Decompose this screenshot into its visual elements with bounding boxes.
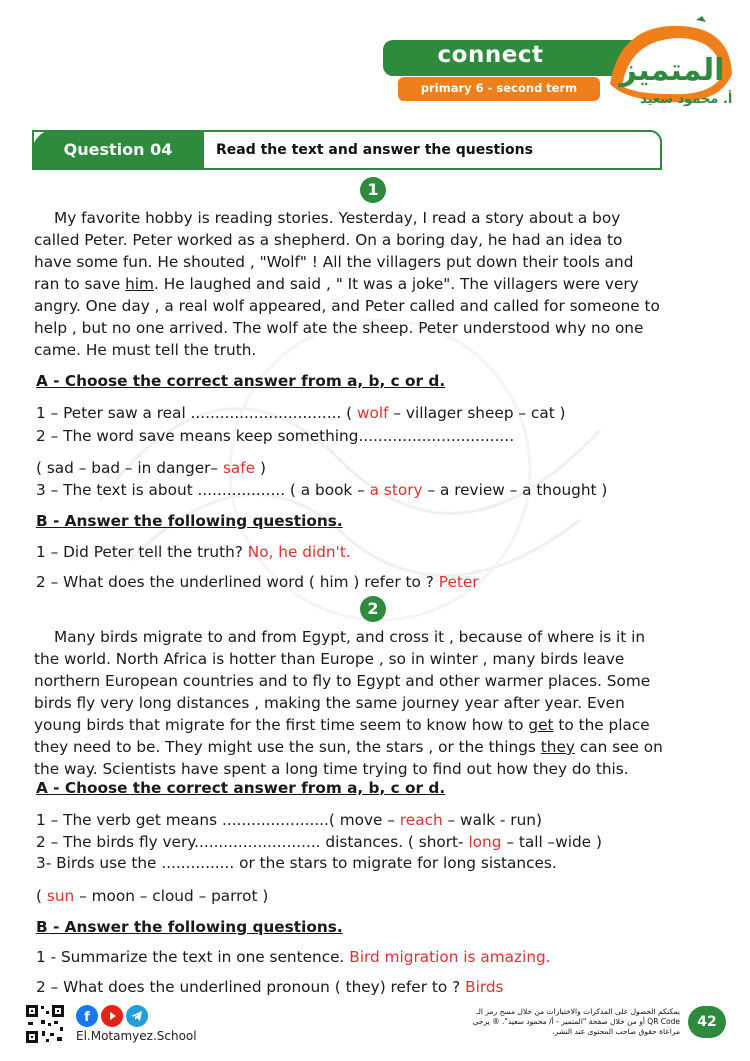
- passage-line: came. He must tell the truth.: [34, 341, 257, 359]
- passage-line: they need to be. They might use the sun, the stars , or the things they can see on: [34, 738, 663, 756]
- teacher-name: أ. محمود سعيد: [640, 92, 733, 107]
- answer: Bird migration is amazing.: [349, 948, 551, 966]
- answer: safe: [222, 459, 256, 477]
- underlined-word: him: [125, 275, 154, 293]
- passage-line: help , but no one arrived. The wolf ate the sheep. Peter understood why no one: [34, 319, 644, 337]
- qr-code-icon[interactable]: [24, 1003, 66, 1045]
- answer: sun: [46, 887, 75, 905]
- svg-text:f: f: [84, 1010, 90, 1025]
- question-b1: 1 - Summarize the text in one sentence. Bird migration is amazing.: [36, 948, 551, 966]
- question-a3-options: ( sun – moon – cloud – parrot ): [36, 887, 269, 905]
- passage-1-badge: 1: [360, 177, 386, 203]
- brand-title: connect: [437, 42, 544, 68]
- passage-line: ran to save him. He laughed and said , " It was a joke". The villagers were very: [34, 275, 639, 293]
- facebook-icon[interactable]: [76, 1005, 98, 1027]
- passage-2-badge: 2: [360, 596, 386, 622]
- passage-line: northern European countries and to fly to Egypt and other warmer places. Some: [34, 672, 651, 690]
- passage-line: angry. One day , a real wolf appeared, and Peter called and called for someone to: [34, 297, 660, 315]
- answer: Peter: [438, 573, 479, 591]
- question-b1: 1 – Did Peter tell the truth? No, he didn't.: [36, 543, 351, 561]
- question-a1: 1 – Peter saw a real ............................... ( wolf – villager sheep – cat ): [36, 404, 566, 422]
- passage-line: birds fly very long distances , making the same journey year after year. Even: [34, 694, 625, 712]
- passage-2-text: [34, 626, 724, 780]
- question-a3: 3 – The text is about .................. ( a book – a story – a review – a thought ): [36, 481, 608, 499]
- passage-1-text: [34, 207, 724, 361]
- passage-line: called Peter. Peter worked as a shepherd. On a boring day, he had an idea to: [34, 231, 623, 249]
- passage-line: Many birds migrate to and from Egypt, and cross it , because of where is it in: [54, 628, 646, 646]
- answer: reach: [399, 811, 443, 829]
- passage-line: the way. Scientists have spent a long time trying to find out how they do this.: [34, 760, 629, 778]
- passage-line: have some fun. He shouted , "Wolf" ! All the villagers put down their tools and: [34, 253, 634, 271]
- answer: a story: [369, 481, 423, 499]
- answer: No, he didn't.: [247, 543, 351, 561]
- question-a3: 3- Birds use the ............... or the stars to migrate for long sistances.: [36, 854, 557, 872]
- question-b2: 2 – What does the underlined pronoun ( they) refer to ? Birds: [36, 978, 504, 996]
- answer: wolf: [357, 404, 389, 422]
- question-a1: 1 – The verb get means ......................( move – reach – walk - run): [36, 811, 542, 829]
- passage-line: My favorite hobby is reading stories. Yesterday, I read a story about a boy: [54, 209, 621, 227]
- question-instruction: Read the text and answer the questions: [216, 142, 533, 158]
- passage-line: the world. North Africa is hotter than Europe , so in winter , many birds leave: [34, 650, 625, 668]
- page-number: 42: [688, 1006, 726, 1038]
- underlined-word: they: [540, 738, 575, 756]
- underlined-word: get: [528, 716, 554, 734]
- section-a-heading: A - Choose the correct answer from a, b, c or d.: [36, 372, 446, 390]
- section-b-heading: B - Answer the following questions.: [36, 512, 343, 530]
- footer-note: يمكنكم الحصول على المذكرات والاختبارات من خلال مسح رمز الـ QR Code أو من خلال صفحة "المتميز - أ/ محمود سعيد". ® يرجى مراعاة حقوق صاحب المحتوى عند النشر.: [472, 1007, 680, 1036]
- youtube-icon[interactable]: [101, 1005, 123, 1027]
- answer: Birds: [465, 978, 504, 996]
- telegram-icon[interactable]: [126, 1005, 148, 1027]
- term-label: primary 6 - second term: [420, 81, 578, 95]
- section-a-heading: A - Choose the correct answer from a, b, c or d.: [36, 779, 446, 797]
- answer: long: [468, 833, 502, 851]
- section-b-heading: B - Answer the following questions.: [36, 918, 343, 936]
- svg-text:المتميز: المتميز: [619, 53, 725, 88]
- question-a2: 2 – The word save means keep something................................: [36, 427, 515, 445]
- question-a2-options: ( sad – bad – in danger– safe ): [36, 459, 266, 477]
- passage-line: young birds that migrate for the first time seem to know how to get to the place: [34, 716, 650, 734]
- question-a2: 2 – The birds fly very.......................... distances. ( short- long – tall –wide ): [36, 833, 602, 851]
- question-number: Question 04: [63, 140, 173, 159]
- question-b2: 2 – What does the underlined word ( him ) refer to ? Peter: [36, 573, 479, 591]
- school-website[interactable]: El.Motamyez.School: [76, 1029, 197, 1043]
